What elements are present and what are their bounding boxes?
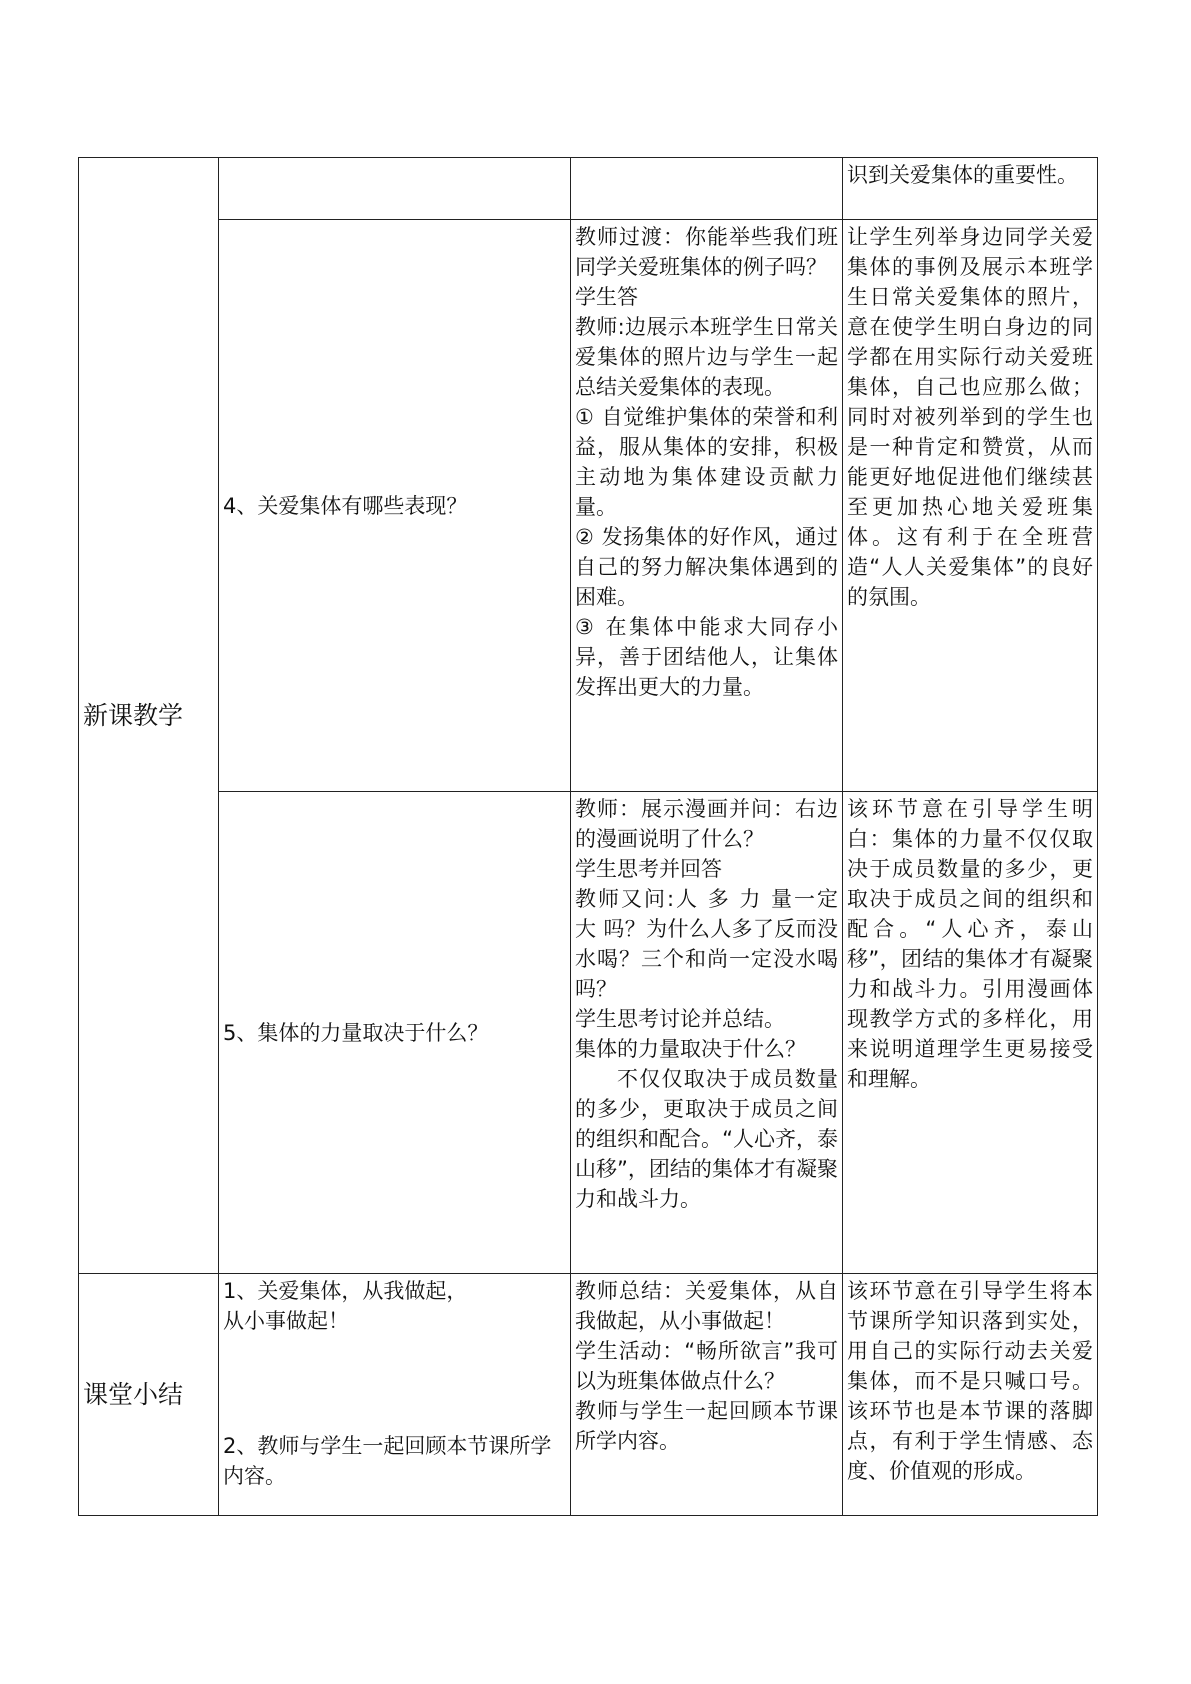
activity-line: 学生答 [575,285,638,309]
design-intent-cell: 该环节意在引导学生明白：集体的力量不仅仅取决于成员数量的多少，更取决于成员之间的组织和配合。“人心齐，泰山移”，团结的集体才有凝聚力和战斗力。引用漫画体现教学方式的多样化，用来说明道理学生更易接受和理解。 [843,792,1098,1274]
activity-line: 学生思考讨论并总结。 [575,1007,785,1031]
activity-line: ③ 在集体中能求大同存小异，善于团结他人，让集体发挥出更大的力量。 [575,615,838,699]
design-intent-cell: 识到关爱集体的重要性。 [843,158,1098,220]
activity-cell [571,1274,843,1516]
content-cell [219,1274,571,1516]
activity-line: 教师:边展示本班学生日常关爱集体的照片边与学生一起总结关爱集体的表现。 [575,315,838,399]
activity-line: 教师总结：关爱集体，从自我做起，从小事做起！ [575,1279,838,1333]
table-row [79,792,1098,1274]
activity-line: 教师与学生一起回顾本节课所学内容。 [575,1399,838,1453]
section-new-lesson: 新课教学 [79,158,219,1274]
content-line: 2、教师与学生一起回顾本节课所学内容。 [223,1434,552,1488]
content-line: 从小事做起！ [223,1309,349,1333]
activity-cell-empty [571,158,843,220]
activity-line: 学生思考并回答 [575,857,722,881]
activity-line: 不仅仅取决于成员数量的多少，更取决于成员之间的组织和配合。“人心齐，泰山移”，团结的集体才有凝聚力和战斗力。 [575,1067,838,1211]
content-line: 1、关爱集体，从我做起， [223,1279,468,1303]
activity-line: 教师又问:人 多 力 量一定 大 吗？为什么人多了反而没水喝？三个和尚一定没水喝吗？ [575,887,838,1001]
activity-line: 集体的力量取决于什么？ [575,1037,806,1061]
activity-line: 教师过渡：你能举些我们班同学关爱班集体的例子吗？ [575,225,838,279]
activity-line: ② 发扬集体的好作风，通过自己的努力解决集体遇到的困难。 [575,525,838,609]
activity-line: ① 自觉维护集体的荣誉和利益，服从集体的安排，积极主动地为集体建设贡献力量。 [575,405,838,519]
activity-line: 学生活动：“畅所欲言”我可以为班集体做点什么？ [575,1339,838,1393]
lesson-plan-table [78,157,1098,1516]
activity-cell [571,792,843,1274]
table-row [79,220,1098,792]
design-intent-cell: 该环节意在引导学生将本节课所学知识落到实处，用自己的实际行动去关爱集体，而不是只喊口号。该环节也是本节课的落脚点，有利于学生情感、态度、价值观的形成。 [843,1274,1098,1516]
topic-cell-empty [219,158,571,220]
table-row [79,158,1098,220]
table-row [79,1274,1098,1516]
activity-cell [571,220,843,792]
topic-cell: 5、集体的力量取决于什么？ [219,792,571,1274]
design-intent-cell: 让学生列举身边同学关爱集体的事例及展示本班学生日常关爱集体的照片，意在使学生明白身边的同学都在用实际行动关爱班集体，自己也应那么做；同时对被列举到的学生也是一种肯定和赞赏，从而能更好地促进他们继续甚至更加热心地关爱班集体。这有利于在全班营造“人人关爱集体”的良好的氛围。 [843,220,1098,792]
spacer [223,1336,566,1431]
section-class-summary: 课堂小结 [79,1274,219,1516]
topic-cell: 4、关爱集体有哪些表现？ [219,220,571,792]
activity-line: 教师：展示漫画并问：右边的漫画说明了什么？ [575,797,838,851]
